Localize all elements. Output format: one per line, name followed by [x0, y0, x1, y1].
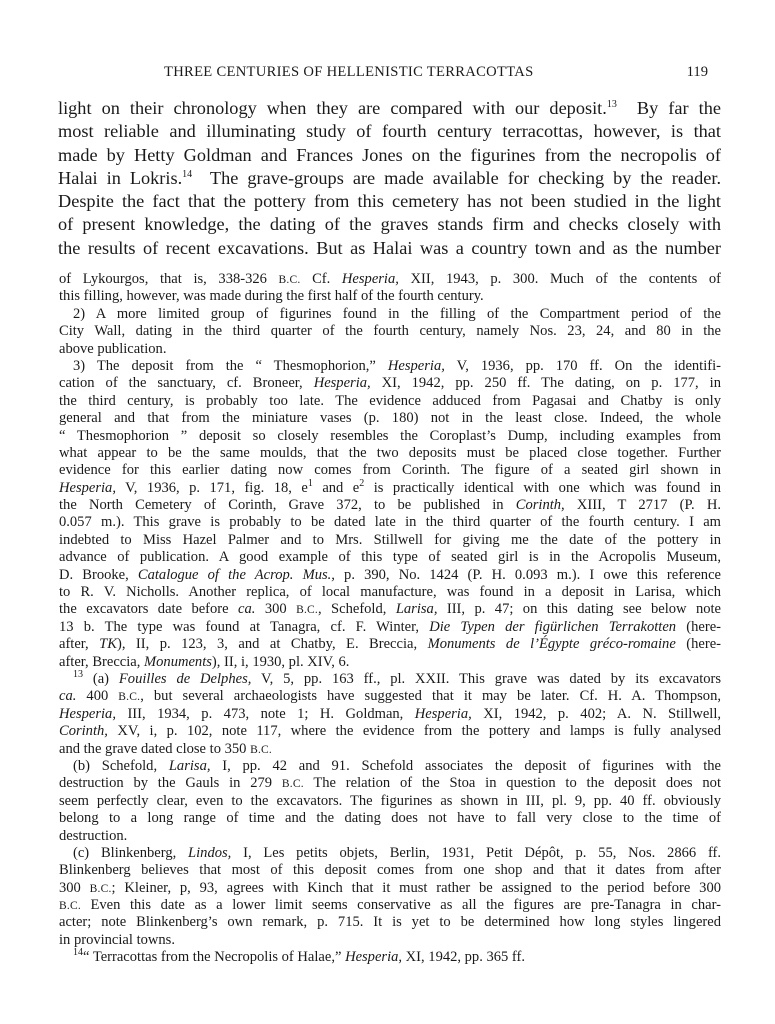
footnote-line: general and that from the miniature vases (p. 180) not in the least close. Indeed, the whole	[59, 410, 721, 427]
footnote-line: the excavators date before ca. 300 B.C., Schefold, Larisa, III, p. 47; on this dating see below note	[59, 601, 722, 618]
footnote-line: seem perfectly clear, even to the excavators. The figurines as shown in III, pl. 9, pp. 40 ff. obviously	[59, 792, 721, 809]
running-head	[164, 64, 708, 84]
footnote-line: City Wall, dating in the third quarter of the fourth century, namely Nos. 23, 24, and 80 in the	[59, 323, 721, 340]
footnote-line: what appear to be the same moulds, that the two deposits must be placed close together. Further	[59, 444, 721, 461]
footnote-ref-14: 14	[182, 168, 193, 180]
footnote-line: destruction by the Gauls in 279 B.C. The relation of the Stoa in question to the deposit does not	[59, 775, 721, 792]
footnote-line: the North Cemetery of Corinth, Grave 372, to be published in Corinth, XIII, T 2717 (P. H.	[59, 497, 722, 514]
body-line: light on their chronology when they are compared with our deposit.$^{13}$ By far the	[58, 98, 721, 118]
footnote-line: this filling, however, was made during the first half of the fourth century.	[59, 288, 484, 305]
body-line: of present knowledge, the dating of the graves stands firm and checks closely with	[58, 214, 721, 235]
footnote-number-13: 13	[73, 669, 83, 681]
footnote-line: $^{13}$ (a) Fouilles de Delphes, V, 5, pp. 163 ff., pl. XXII. This grave was dated by its excavators	[73, 669, 722, 687]
footnote-line: belong to a long range of time and the dating does not have to fall very close to the time of	[59, 810, 721, 827]
footnote-line: 300 B.C.; Kleiner, p, 93, agrees with Kinch that it must rather be assigned to the period before 300	[59, 879, 721, 896]
page-number: 119	[686, 64, 708, 80]
footnote-line: Hesperia, V, 1936, p. 171, fig. 18, $e^1$ and $e^2$ is practically identical with one which was found in	[59, 477, 722, 496]
footnote-line: $^{14}$“ Terracottas from the Necropolis of Halae,” Hesperia, XI, 1942, pp. 365 ff.	[73, 947, 525, 966]
footnote-line: (c) Blinkenberg, Lindos, I, Les petits objets, Berlin, 1931, Petit Dépôt, p. 55, Nos. 2866 ff.	[73, 844, 722, 861]
footnote-line: 13 b. The type was found at Tanagra, cf. F. Winter, Die Typen der figürlichen Terrakotten (here-	[59, 618, 721, 635]
running-title: THREE CENTURIES OF HELLENISTIC TERRACOTTAS	[164, 64, 534, 80]
footnote-line: “ Thesmophorion ” deposit so closely resembles the Coroplast’s Dump, including examples from	[59, 427, 721, 444]
footnote-line: to R. V. Nicholls. Another replica, of local manufacture, was found in a deposit in Larisa, which	[59, 584, 721, 601]
footnote-line: Hesperia, III, 1934, p. 473, note 1; H. Goldman, Hesperia, XI, 1942, p. 402; A. N. Stillwell,	[59, 705, 721, 722]
footnote-line: the third century, is probably too late. The evidence adduced from Pagasai and Chatby is only	[59, 392, 721, 409]
body-text	[58, 97, 721, 260]
body-line: made by Hetty Goldman and Frances Jones on the figurines from the necropolis of	[58, 144, 721, 165]
footnote-line: ca. 400 B.C., but several archaeologists have suggested that it may be later. Cf. H. A. Thompson,	[59, 688, 721, 705]
footnote-line: 0.057 m.). This grave is probably to be dated late in the third quarter of the fourth century. I am	[59, 514, 721, 531]
body-line: Halai in Lokris.$^{14}$ The grave-groups are made available for checking by the reader.	[58, 167, 722, 188]
footnote-line: evidence for this earlier dating now comes from Corinth. The figure of a seated girl shown in	[59, 462, 721, 479]
footnote-line: and the grave dated close to 350 B.C.	[59, 740, 272, 757]
body-line: most reliable and illuminating study of fourth century terracottas, however, is that	[58, 121, 721, 142]
footnote-line: (b) Schefold, Larisa, I, pp. 42 and 91. Schefold associates the deposit of figurines with the	[73, 757, 721, 774]
footnote-line: 2) A more limited group of figurines found in the filling of the Compartment period of the	[73, 305, 721, 322]
footnote-line: in provincial towns.	[59, 931, 175, 948]
footnote-line: 3) The deposit from the “ Thesmophorion,” Hesperia, V, 1936, pp. 170 ff. On the identifi-	[73, 357, 721, 374]
footnote-line: D. Brooke, Catalogue of the Acrop. Mus., p. 390, No. 1424 (P. H. 0.093 m.). I owe this reference	[59, 566, 721, 583]
footnote-line: cation of the sanctuary, cf. Broneer, Hesperia, XI, 1942, pp. 250 ff. The dating, on p. 177, in	[59, 375, 721, 392]
body-line: Despite the fact that the pottery from this cemetery has not been studied in the light	[58, 191, 721, 212]
body-line: the results of recent excavations. But as Halai was a country town and as the number	[58, 237, 721, 258]
footnote-line: acter; note Blinkenberg’s own remark, p. 715. It is yet to be determined how long styles lingered	[59, 914, 721, 931]
footnote-ref-13: 13	[606, 98, 617, 110]
footnote-number-14: 14	[73, 947, 83, 959]
footnote-line: above publication.	[59, 340, 167, 357]
footnote-line: of Lykourgos, that is, 338-326 B.C. Cf. Hesperia, XII, 1943, p. 300. Much of the contents of	[59, 271, 721, 287]
footnote-line: after, Breccia, Monuments), II, i, 1930, pl. XIV, 6.	[59, 653, 350, 670]
footnote-line: Corinth, XV, i, p. 102, note 117, where the evidence from the pottery and lamps is fully analysed	[59, 723, 721, 740]
footnote-line: after, TK), II, p. 123, 3, and at Chatby, E. Breccia, Monuments de l’Égypte gréco-romaine (here-	[59, 636, 721, 653]
footnote-line: indebted to Miss Hazel Palmer and to Mrs. Stillwell for giving me the date of the pottery in	[59, 531, 721, 548]
footnote-line: B.C. Even this date as a lower limit seems conservative as all the figures are pre-Tanagra in char-	[59, 897, 721, 914]
footnotes	[59, 271, 721, 967]
footnote-line: Blinkenberg believes that most of this deposit comes from one shop and that it dates from after	[59, 862, 721, 879]
footnote-line: destruction.	[59, 827, 128, 844]
footnote-line: advance of publication. A good example of this type of seated girl is in the Acropolis Museum,	[59, 549, 721, 566]
